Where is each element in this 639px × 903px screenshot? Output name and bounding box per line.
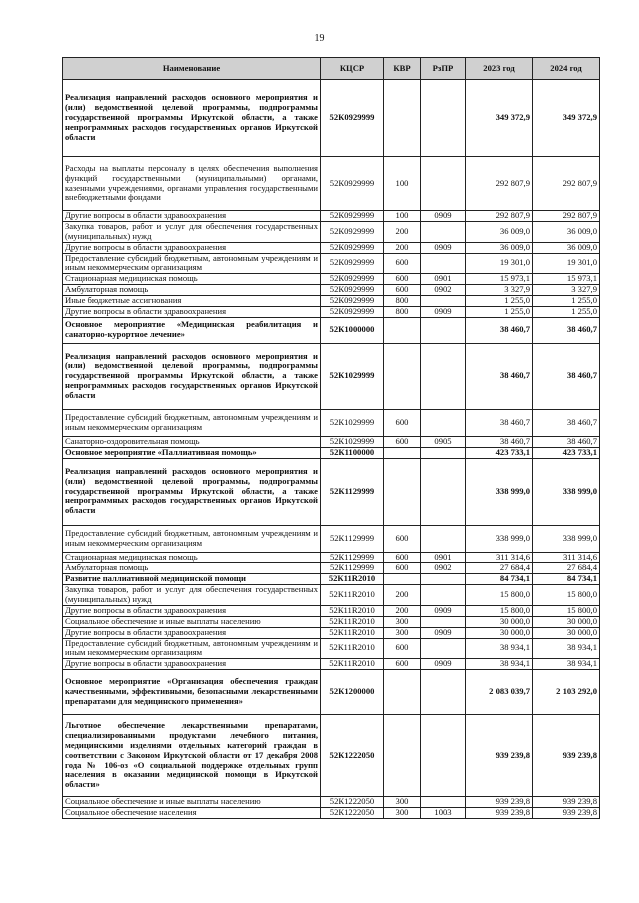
cell-name: Основное мероприятие «Паллиативная помощь» [63,447,321,458]
cell-y2024: 38 460,7 [533,436,600,447]
cell-name: Другие вопросы в области здравоохранения [63,242,321,253]
cell-y2024: 15 973,1 [533,274,600,285]
table-row [63,808,600,819]
page-number: 19 [314,33,325,44]
cell-kcsr: 52К0929999 [321,253,384,274]
cell-name: Предоставление субсидий бюджетным, автономным учреждениям и иным некоммерческим организациям [63,525,321,552]
cell-y2023: 939 239,8 [466,715,533,797]
cell-name: Расходы на выплаты персоналу в целях обеспечения выполнения функций государственными (муниципальными) органами, казенными учреждениями, органами управления государственными внебюджетными фондами [63,157,321,211]
cell-y2023: 311 314,6 [466,552,533,563]
cell-y2023: 939 239,8 [466,808,533,819]
cell-kvr [384,574,421,585]
cell-y2023: 27 684,4 [466,563,533,574]
cell-rzpr: 0905 [421,436,466,447]
cell-y2023: 84 734,1 [466,574,533,585]
table-row [63,585,600,606]
cell-y2023: 36 009,0 [466,221,533,242]
cell-kcsr: 52К1029999 [321,436,384,447]
cell-y2023: 292 807,9 [466,157,533,211]
cell-name: Стационарная медицинская помощь [63,274,321,285]
cell-y2023: 423 733,1 [466,447,533,458]
cell-kvr: 600 [384,638,421,659]
cell-name: Другие вопросы в области здравоохранения [63,306,321,317]
table-row [63,552,600,563]
cell-name: Предоставление субсидий бюджетным, автономным учреждениям и иным некоммерческим организациям [63,409,321,436]
cell-kcsr: 52К1222050 [321,715,384,797]
cell-y2023: 30 000,0 [466,616,533,627]
cell-kvr: 600 [384,525,421,552]
cell-kvr: 600 [384,552,421,563]
budget-table [62,57,600,819]
cell-kvr [384,715,421,797]
cell-y2023: 338 999,0 [466,458,533,525]
table-row [63,306,600,317]
cell-name: Реализация направлений расходов основного мероприятия и (или) ведомственной целевой программы, подпрограммы государственной программы Иркутской области, а также непрограммных расходов государственных органов Иркутской области [63,458,321,525]
table-row [63,343,600,409]
table-row [63,221,600,242]
cell-kvr: 100 [384,157,421,211]
cell-y2023: 338 999,0 [466,525,533,552]
cell-kcsr: 52К1129999 [321,563,384,574]
table-header-row [63,58,600,80]
cell-y2024: 36 009,0 [533,242,600,253]
cell-rzpr: 0909 [421,605,466,616]
cell-kcsr: 52К0929999 [321,211,384,222]
cell-kcsr: 52К0929999 [321,274,384,285]
cell-kcsr: 52К1000000 [321,317,384,343]
cell-rzpr [421,157,466,211]
cell-y2024: 423 733,1 [533,447,600,458]
table-row [63,525,600,552]
cell-kvr [384,670,421,715]
cell-name: Другие вопросы в области здравоохранения [63,605,321,616]
cell-kcsr: 52К1029999 [321,343,384,409]
cell-name: Льготное обеспечение лекарственными препаратами, специализированными продуктами лечебного питания, медицинскими изделиями отдельных категорий граждан в соответствии с Законом Иркутской области от 17 декабря 2008 года № 106-оз «О социальной поддержке отдельных групп населения в оказании медицинской помощи в Иркутской области» [63,715,321,797]
cell-kvr [384,343,421,409]
cell-y2024: 38 934,1 [533,659,600,670]
cell-rzpr [421,221,466,242]
table-row [63,458,600,525]
cell-kcsr: 52К11R2010 [321,627,384,638]
cell-kcsr: 52К0929999 [321,285,384,296]
cell-name: Иные бюджетные ассигнования [63,296,321,307]
cell-rzpr [421,715,466,797]
cell-y2023: 292 807,9 [466,211,533,222]
cell-rzpr [421,447,466,458]
cell-kvr: 600 [384,563,421,574]
cell-rzpr: 1003 [421,808,466,819]
cell-kvr: 600 [384,253,421,274]
table-row [63,317,600,343]
cell-kcsr: 52К11R2010 [321,605,384,616]
cell-kcsr: 52К1029999 [321,409,384,436]
cell-kcsr: 52К0929999 [321,296,384,307]
cell-y2024: 1 255,0 [533,306,600,317]
cell-kvr [384,447,421,458]
cell-y2024: 349 372,9 [533,80,600,157]
cell-y2024: 27 684,4 [533,563,600,574]
cell-name: Закупка товаров, работ и услуг для обеспечения государственных (муниципальных) нужд [63,221,321,242]
cell-kvr [384,317,421,343]
cell-kvr: 200 [384,585,421,606]
cell-y2023: 36 009,0 [466,242,533,253]
cell-y2024: 38 460,7 [533,317,600,343]
cell-y2023: 1 255,0 [466,306,533,317]
cell-kvr: 300 [384,797,421,808]
cell-kvr: 800 [384,306,421,317]
cell-y2024: 38 460,7 [533,409,600,436]
cell-kcsr: 52К0929999 [321,80,384,157]
cell-y2024: 84 734,1 [533,574,600,585]
cell-kcsr: 52К11R2010 [321,585,384,606]
cell-kvr [384,458,421,525]
cell-name: Другие вопросы в области здравоохранения [63,627,321,638]
cell-rzpr [421,458,466,525]
cell-name: Основное мероприятие «Организация обеспечения граждан качественными, эффективными, безопасными лекарственными препаратами для медицинского применения» [63,670,321,715]
cell-rzpr [421,574,466,585]
table-row [63,605,600,616]
cell-rzpr: 0909 [421,627,466,638]
cell-kvr: 600 [384,409,421,436]
table-row [63,409,600,436]
cell-y2023: 19 301,0 [466,253,533,274]
cell-name: Закупка товаров, работ и услуг для обеспечения государственных (муниципальных) нужд [63,585,321,606]
cell-y2024: 292 807,9 [533,157,600,211]
cell-kvr: 600 [384,659,421,670]
cell-name: Социальное обеспечение и иные выплаты населению [63,797,321,808]
cell-name: Реализация направлений расходов основного мероприятия и (или) ведомственной целевой программы, подпрограммы государственной программы Иркутской области, а также непрограммных расходов государственных органов Иркутской области [63,80,321,157]
cell-y2023: 15 800,0 [466,585,533,606]
table-row [63,670,600,715]
cell-rzpr [421,296,466,307]
cell-y2024: 939 239,8 [533,797,600,808]
cell-kvr: 200 [384,221,421,242]
cell-name: Реализация направлений расходов основного мероприятия и (или) ведомственной целевой программы, подпрограммы государственной программы Иркутской области, а также непрограммных расходов государственных органов Иркутской области [63,343,321,409]
cell-kcsr: 52К1100000 [321,447,384,458]
cell-kvr [384,80,421,157]
table-row [63,447,600,458]
cell-name: Предоставление субсидий бюджетным, автономным учреждениям и иным некоммерческим организациям [63,638,321,659]
cell-name: Другие вопросы в области здравоохранения [63,211,321,222]
cell-y2023: 15 973,1 [466,274,533,285]
table-row [63,157,600,211]
cell-rzpr: 0909 [421,306,466,317]
cell-kcsr: 52К0929999 [321,157,384,211]
table-row [63,638,600,659]
cell-kvr: 800 [384,296,421,307]
cell-rzpr [421,409,466,436]
cell-kvr: 100 [384,211,421,222]
cell-rzpr [421,80,466,157]
table-row [63,80,600,157]
cell-y2023: 38 934,1 [466,659,533,670]
cell-y2023: 939 239,8 [466,797,533,808]
cell-kcsr: 52К0929999 [321,306,384,317]
header-kcsr: КЦСР [321,58,384,80]
cell-kvr: 600 [384,285,421,296]
header-2023: 2023 год [466,58,533,80]
cell-rzpr [421,638,466,659]
cell-y2024: 939 239,8 [533,808,600,819]
cell-y2024: 36 009,0 [533,221,600,242]
header-rzpr: РзПР [421,58,466,80]
cell-y2023: 3 327,9 [466,285,533,296]
cell-kcsr: 52К11R2010 [321,638,384,659]
cell-name: Социальное обеспечение и иные выплаты населению [63,616,321,627]
table-row [63,211,600,222]
cell-name: Развитие паллиативной медицинской помощи [63,574,321,585]
cell-y2024: 2 103 292,0 [533,670,600,715]
cell-kvr: 600 [384,274,421,285]
table-row [63,574,600,585]
cell-kcsr: 52К11R2010 [321,574,384,585]
cell-rzpr: 0909 [421,242,466,253]
cell-y2024: 338 999,0 [533,458,600,525]
table-row [63,253,600,274]
cell-rzpr [421,317,466,343]
header-kvr: КВР [384,58,421,80]
cell-kcsr: 52К11R2010 [321,659,384,670]
cell-name: Социальное обеспечение населения [63,808,321,819]
cell-kcsr: 52К0929999 [321,242,384,253]
table-row [63,616,600,627]
cell-kcsr: 52К1129999 [321,552,384,563]
cell-y2023: 38 460,7 [466,317,533,343]
cell-y2023: 2 083 039,7 [466,670,533,715]
cell-rzpr [421,343,466,409]
table-row [63,285,600,296]
cell-y2023: 38 460,7 [466,436,533,447]
cell-rzpr [421,253,466,274]
cell-y2024: 311 314,6 [533,552,600,563]
header-2024: 2024 год [533,58,600,80]
cell-kcsr: 52К1129999 [321,525,384,552]
cell-kcsr: 52К11R2010 [321,616,384,627]
cell-rzpr: 0902 [421,285,466,296]
cell-y2024: 3 327,9 [533,285,600,296]
cell-name: Предоставление субсидий бюджетным, автономным учреждениям и иным некоммерческим организациям [63,253,321,274]
table-row [63,563,600,574]
cell-y2024: 939 239,8 [533,715,600,797]
cell-kvr: 300 [384,627,421,638]
cell-y2024: 30 000,0 [533,616,600,627]
cell-y2023: 38 934,1 [466,638,533,659]
table-row [63,242,600,253]
cell-y2023: 15 800,0 [466,605,533,616]
cell-y2023: 38 460,7 [466,343,533,409]
table-row [63,715,600,797]
cell-name: Стационарная медицинская помощь [63,552,321,563]
cell-rzpr: 0901 [421,552,466,563]
cell-y2024: 15 800,0 [533,605,600,616]
cell-y2023: 30 000,0 [466,627,533,638]
table-row [63,436,600,447]
cell-rzpr: 0909 [421,211,466,222]
cell-y2024: 30 000,0 [533,627,600,638]
cell-y2024: 338 999,0 [533,525,600,552]
cell-name: Основное мероприятие «Медицинская реабилитация и санаторно-курортное лечение» [63,317,321,343]
cell-kvr: 600 [384,436,421,447]
table-row [63,659,600,670]
cell-kvr: 200 [384,242,421,253]
cell-rzpr [421,670,466,715]
cell-y2023: 349 372,9 [466,80,533,157]
cell-kvr: 300 [384,616,421,627]
cell-name: Другие вопросы в области здравоохранения [63,659,321,670]
cell-name: Амбулаторная помощь [63,285,321,296]
cell-y2024: 15 800,0 [533,585,600,606]
cell-rzpr: 0909 [421,659,466,670]
cell-rzpr [421,525,466,552]
cell-rzpr [421,797,466,808]
header-name: Наименование [63,58,321,80]
table-row [63,797,600,808]
cell-y2024: 38 934,1 [533,638,600,659]
cell-y2023: 1 255,0 [466,296,533,307]
cell-name: Амбулаторная помощь [63,563,321,574]
cell-rzpr [421,616,466,627]
cell-y2024: 1 255,0 [533,296,600,307]
cell-y2023: 38 460,7 [466,409,533,436]
cell-y2024: 292 807,9 [533,211,600,222]
cell-kcsr: 52К1222050 [321,797,384,808]
cell-kvr: 200 [384,605,421,616]
table-row [63,274,600,285]
table-row [63,627,600,638]
cell-y2024: 19 301,0 [533,253,600,274]
cell-name: Санаторно-оздоровительная помощь [63,436,321,447]
cell-kvr: 300 [384,808,421,819]
cell-rzpr: 0902 [421,563,466,574]
cell-kcsr: 52К1129999 [321,458,384,525]
cell-y2024: 38 460,7 [533,343,600,409]
cell-rzpr [421,585,466,606]
cell-kcsr: 52К1200000 [321,670,384,715]
cell-rzpr: 0901 [421,274,466,285]
cell-kcsr: 52К0929999 [321,221,384,242]
table-row [63,296,600,307]
cell-kcsr: 52К1222050 [321,808,384,819]
